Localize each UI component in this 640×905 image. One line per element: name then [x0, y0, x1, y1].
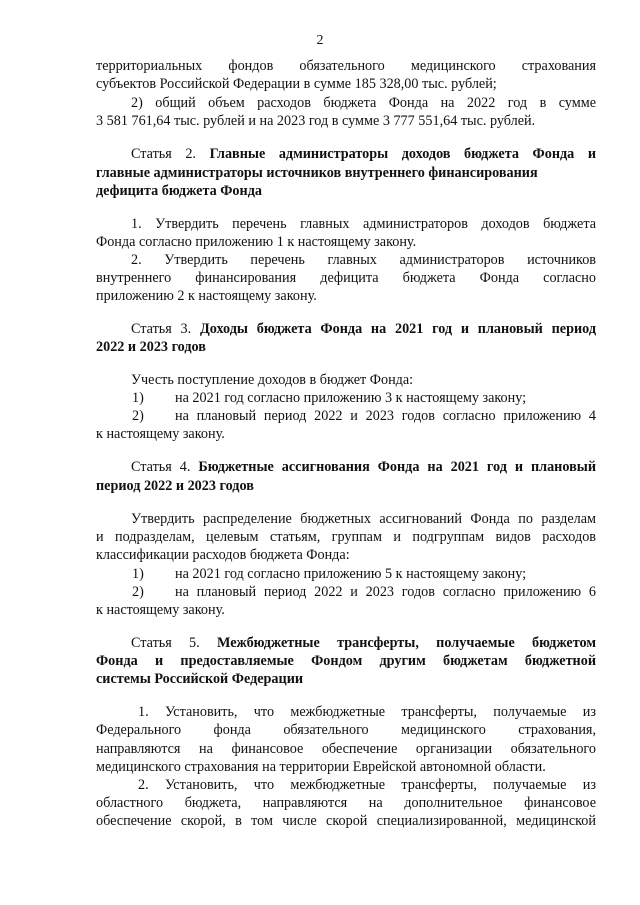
body-line: приложению 2 к настоящему закону.	[96, 288, 317, 304]
list-item: на 2021 год согласно приложению 5 к настоящему закону;	[175, 566, 527, 582]
body-line: 3 581 761,64 тыс. рублей и на 2023 год в сумме 3 777 551,64 тыс. рублей.	[96, 113, 536, 129]
article-prefix: Статья 3.	[131, 321, 192, 337]
body-line: Утвердить распределение бюджетных ассигнований Фонда по разделам	[131, 511, 596, 527]
body-line: 1. Установить, что межбюджетные трансферты, получаемые из	[138, 704, 596, 720]
body-line: обеспечение скорой, в том числе скорой специализированной, медицинской	[96, 813, 596, 829]
article-title-line: 2022 и 2023 годов	[96, 339, 206, 355]
body-line: 2) общий объем расходов бюджета Фонда на 2022 год в сумме	[131, 95, 596, 111]
body-line: классификации расходов бюджета Фонда:	[96, 547, 350, 563]
body-line: 2. Утвердить перечень главных администраторов источников	[131, 252, 596, 268]
article-prefix: Статья 4.	[131, 459, 191, 475]
list-number: 2)	[132, 408, 144, 424]
article-prefix: Статья 5.	[131, 635, 200, 651]
list-number: 1)	[132, 566, 144, 582]
body-line: Федерального фонда обязательного медицинского страхования,	[96, 722, 596, 738]
article-title-line: главные администраторы источников внутреннего финансирования	[96, 165, 538, 181]
body-line: к настоящему закону.	[96, 602, 225, 618]
list-item: на плановый период 2022 и 2023 годов согласно приложению 6	[175, 584, 596, 600]
article-title: Главные администраторы доходов бюджета Фонда и	[209, 146, 596, 162]
article-2-heading	[131, 145, 596, 163]
body-line: внутреннего финансирования дефицита бюджета Фонда согласно	[96, 270, 596, 286]
body-line: 2. Установить, что межбюджетные трансферты, получаемые из	[138, 777, 596, 793]
body-line: областного бюджета, направляются на дополнительное финансовое	[96, 795, 596, 811]
body-line: и подразделам, целевым статьям, группам и подгруппам видов расходов	[96, 529, 596, 545]
page-number: 2	[316, 33, 324, 48]
article-title: Бюджетные ассигнования Фонда на 2021 год и плановый	[198, 459, 597, 475]
article-4-heading	[131, 458, 596, 476]
body-line: Учесть поступление доходов в бюджет Фонда:	[131, 372, 414, 388]
article-title-line: дефицита бюджета Фонда	[96, 183, 262, 199]
body-line: медицинского страхования на территории Еврейской автономной области.	[96, 759, 546, 775]
list-item: на плановый период 2022 и 2023 годов согласно приложению 4	[175, 408, 596, 424]
list-number: 1)	[132, 390, 144, 406]
body-line: направляются на финансовое обеспечение организации обязательного	[96, 741, 596, 757]
article-title: Доходы бюджета Фонда на 2021 год и плановый период	[199, 321, 597, 337]
article-title-line: период 2022 и 2023 годов	[96, 478, 254, 494]
article-title: Межбюджетные трансферты, получаемые бюджетом	[216, 635, 596, 651]
body-line: территориальных фондов обязательного медицинского страхования	[96, 58, 596, 74]
body-line: Фонда согласно приложению 1 к настоящему закону.	[96, 234, 417, 250]
body-line: к настоящему закону.	[96, 426, 225, 442]
list-number: 2)	[132, 584, 144, 600]
body-line: субъектов Российской Федерации в сумме 185 328,00 тыс. рублей;	[96, 76, 497, 92]
article-prefix: Статья 2.	[131, 146, 196, 162]
article-5-heading	[131, 634, 596, 652]
body-line: 1. Утвердить перечень главных администраторов доходов бюджета	[131, 216, 596, 232]
list-item: на 2021 год согласно приложению 3 к настоящему закону;	[175, 390, 527, 406]
article-3-heading	[131, 320, 596, 338]
article-title-line: системы Российской Федерации	[96, 671, 304, 687]
article-title-line: Фонда и предоставляемые Фондом другим бюджетам бюджетной	[96, 653, 596, 669]
